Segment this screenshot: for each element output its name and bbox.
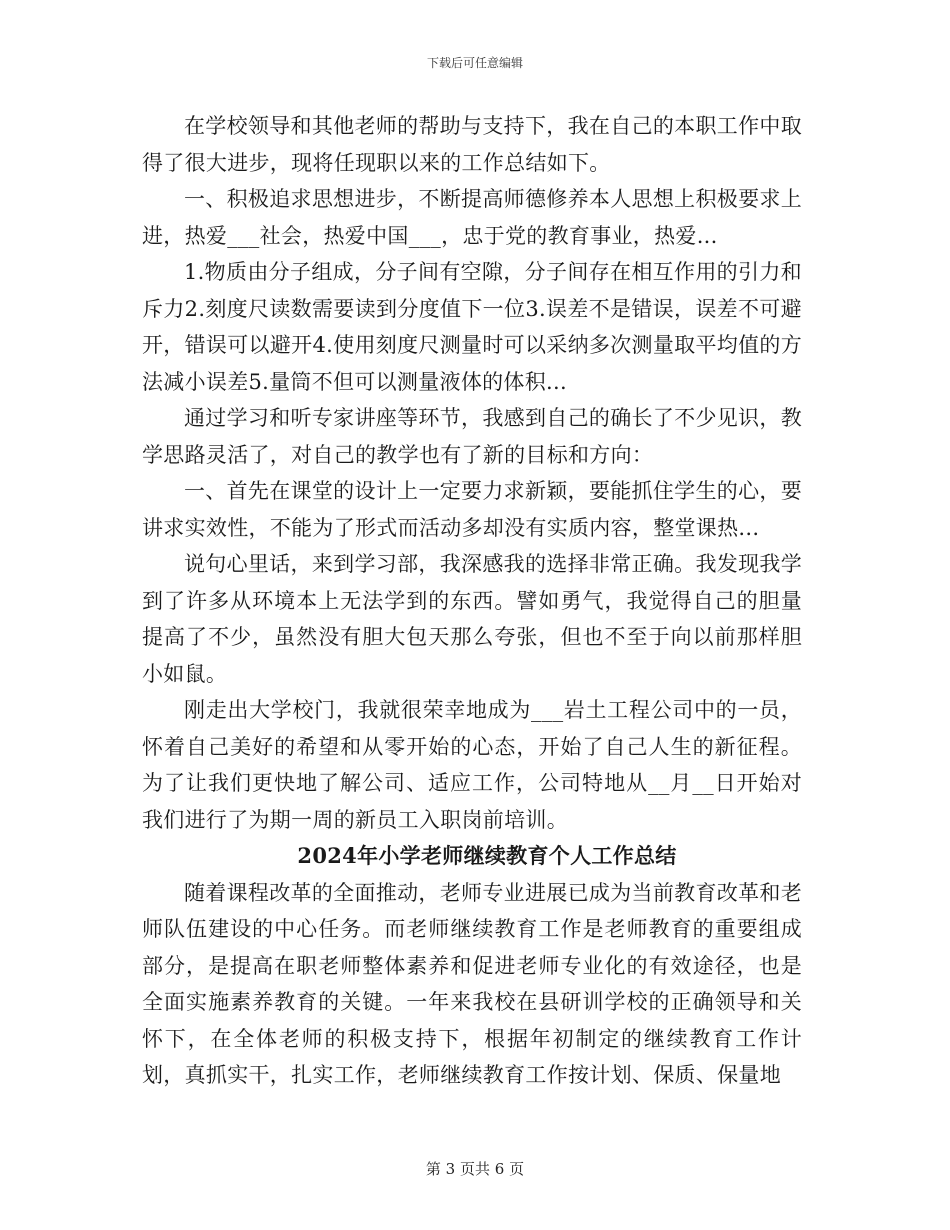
paragraph: 一、积极追求思想进步，不断提高师德修养本人思想上积极要求上进，热爱___社会，热爱中国___，忠于党的教育事业，热爱... — [142, 187, 802, 248]
paragraph: 随着课程改革的全面推动，老师专业进展已成为当前教育改革和老师队伍建设的中心任务。而老师继续教育工作是老师教育的重要组成部分，是提高在职老师整体素养和促进老师专业化的有效途径，也是全面实施素养教育的关键。一年来我校在县研训学校的正确领导和关怀下，在全体老师的积极支持下，根据年初制定的继续教育工作计划，真抓实干，扎实工作，老师继续教育工作按计划、保质、保量地 — [142, 880, 802, 1087]
paragraph: 刚走出大学校门，我就很荣幸地成为___岩土工程公司中的一员，怀着自己美好的希望和从零开始的心态，开始了自己人生的新征程。为了让我们更快地了解公司、适应工作，公司特地从__月__日开始对我们进行了为期一周的新员工入职岗前培训。 — [142, 698, 802, 832]
section-title: 2024年小学老师继续教育个人工作总结 — [297, 843, 677, 868]
page-footer: 第 3 页共 6 页 — [425, 1160, 525, 1178]
paragraph: 说句心里话，来到学习部，我深感我的选择非常正确。我发现我学到了许多从环境本上无法学到的东西。譬如勇气，我觉得自己的胆量提高了不少，虽然没有胆大包天那么夸张，但也不至于向以前那样胆小如鼠。 — [142, 552, 802, 686]
page-header: 下载后可任意编辑 — [426, 56, 523, 70]
paragraph: 在学校领导和其他老师的帮助与支持下，我在自己的本职工作中取得了很大进步，现将任现职以来的工作总结如下。 — [142, 114, 802, 175]
paragraph: 一、首先在课堂的设计上一定要力求新颖，要能抓住学生的心，要讲求实效性，不能为了形式而活动多却没有实质内容，整堂课热... — [142, 479, 802, 540]
paragraph: 通过学习和听专家讲座等环节，我感到自己的确长了不少见识，教学思路灵活了，对自己的教学也有了新的目标和方向： — [142, 406, 802, 467]
document-body — [142, 108, 802, 1094]
paragraph: 1.物质由分子组成，分子间有空隙，分子间存在相互作用的引力和斥力2.刻度尺读数需要读到分度值下一位3.误差不是错误，误差不可避开，错误可以避开4.使用刻度尺测量时可以采纳多次测量取平均值的方法减小误差5.量筒不但可以测量液体的体积... — [142, 260, 802, 394]
